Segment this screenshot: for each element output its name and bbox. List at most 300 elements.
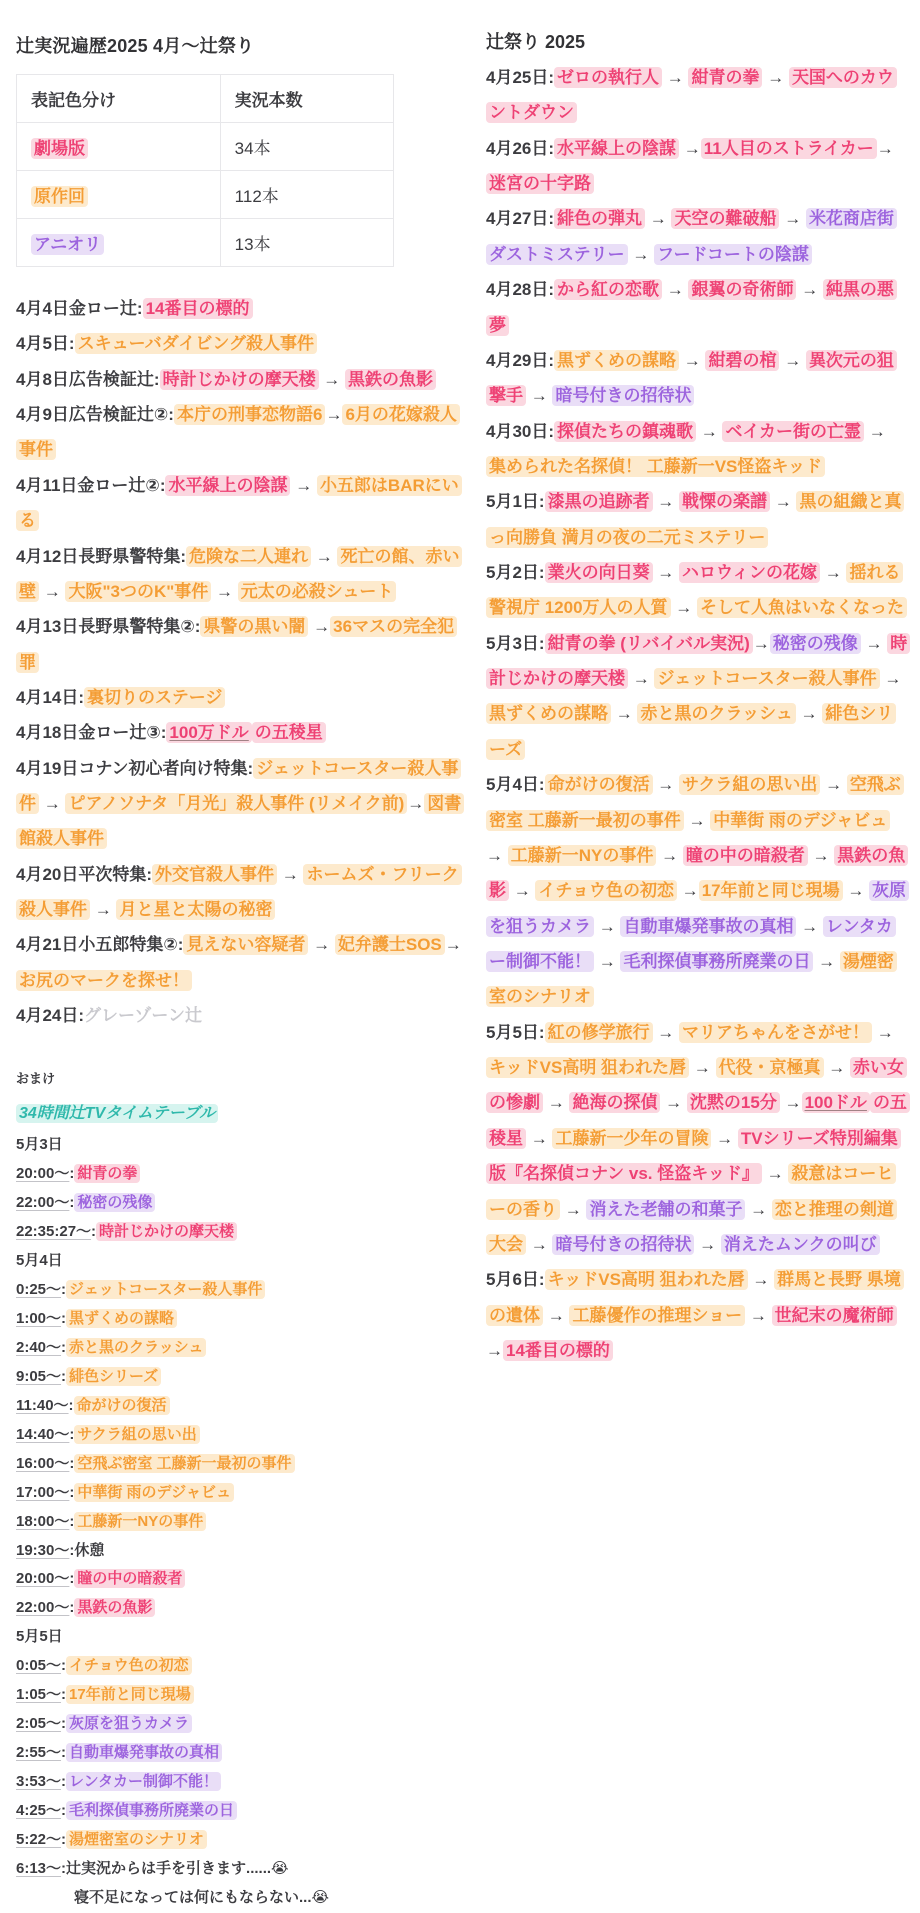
highlight-original: 大阪"3つのK"事件 [65,581,211,602]
highlight-anime-original[interactable]: レンタカー制御不能！ [486,916,896,972]
arrow-glyph: → [526,386,553,406]
highlight-original: 元太の必殺シュート [238,581,397,602]
schedule-slot [16,1797,468,1826]
highlight-original: 集められた名探偵！ 工藤新一VS怪盗キッド [486,456,825,477]
highlight-original: 群馬と長野 県境の遺体 [486,1269,904,1325]
schedule-slot [16,1479,468,1508]
right-column [482,26,908,1913]
highlight-anime-original[interactable]: 灰原を狙うカメラ [486,880,909,936]
highlight-movie: 戦慄の楽譜 [679,491,770,512]
colon: : [61,1773,67,1791]
highlight-movie: 瞳の中の暗殺者 [683,845,808,866]
highlight-purple: 毛利探偵事務所廃業の日 [66,1801,237,1820]
highlight-original: お尻のマークを探せ！ [16,970,192,991]
timetable-link[interactable]: 34時間辻TVタイムテーブル [16,1104,218,1123]
highlight-pink: 黒鉄の魚影 [74,1598,155,1617]
arrow-glyph: → [762,68,789,87]
arrow-glyph: → [652,563,680,583]
highlight-orange: 黒ずくめの謀略 [66,1309,177,1328]
arrow-glyph: → [863,421,886,441]
time-link[interactable]: 2:55〜 [16,1744,62,1762]
highlight-original: 月と星と太陽の秘密 [116,899,275,920]
time-link[interactable]: 19:30〜 [16,1541,70,1559]
arrow-glyph: → [407,794,425,814]
arrow-glyph: → [594,951,621,971]
highlight-original: イチョウ色の初恋 [535,880,677,901]
highlight-movie: 漆黒の追跡者 [545,491,653,512]
highlight-purple: レンタカー制御不能！ [66,1772,221,1791]
schedule-slot [16,1826,468,1855]
time-link[interactable]: 0:05〜 [16,1657,62,1675]
date-prefix: 4月5日: [16,334,75,354]
highlight-movie: の五稜星 [252,722,326,743]
arrow-glyph: → [509,881,536,901]
arrow-glyph: → [645,209,672,229]
highlight-original: 本庁の刑事恋物語6 [174,404,325,425]
highlight-original: 県警の黒い闇 [200,616,308,637]
highlight-movie: 11人目のストライカー [701,138,877,159]
arrow-glyph: → [779,209,806,229]
arrow-glyph: → [90,900,117,920]
arrow-glyph: → [779,1093,802,1113]
highlight-original: キッドVS高明 狙われた唇 [545,1269,748,1290]
colon: : [61,1281,67,1299]
highlight-anime-original[interactable]: 米花商店街ダストミステリー [486,208,897,264]
schedule-slot [16,1392,468,1421]
highlight-movie: 天空の難破船 [671,208,779,229]
schedule-slot [16,1565,468,1594]
time-link[interactable]: 6:13〜 [16,1859,62,1877]
highlight-original: キッドVS高明 狙われた唇 [486,1057,689,1078]
arrow-glyph: → [876,138,894,158]
highlight-anime-original[interactable]: 秘密の残像 [770,633,861,654]
time-link[interactable]: 4:25〜 [16,1801,62,1819]
highlight-original: 工藤新一少年の冒険 [552,1128,711,1149]
colon: : [69,1512,75,1530]
highlight-movie: 銀翼の奇術師 [688,279,796,300]
colon: : [91,1223,97,1241]
highlight-original: 36マスの完全犯罪 [16,616,457,672]
schedule-date-heading: 5月3日 [16,1136,63,1154]
arrow-glyph: → [543,1093,570,1113]
arrow-glyph: → [308,935,335,955]
date-prefix: 5月6日: [486,1270,545,1290]
date-prefix: 5月4日: [486,775,545,795]
arrow-glyph: → [627,244,655,264]
highlight-orange: 中華街 雨のデジャビュ [74,1483,234,1502]
arrow-glyph: → [795,704,823,724]
colon: : [69,1454,75,1472]
arrow-glyph: → [526,1128,553,1148]
entry-line [16,715,468,750]
highlight-pink: 瞳の中の暗殺者 [74,1569,185,1588]
arrow-glyph: → [796,916,823,936]
left-entry-list [16,291,468,1034]
highlight-movie[interactable]: 100万ドル [166,722,251,743]
highlight-original: 黒の組織と真っ向勝負 満月の夜の二元ミステリー [486,491,904,547]
left-column [16,26,468,1913]
colon: : [61,1310,67,1328]
highlight-original: 湯煙密室のシナリオ [486,951,897,1007]
highlight-orange: 命がけの復活 [74,1396,170,1415]
highlight-movie: 14番目の標的 [143,298,253,319]
arrow-glyph: → [761,1164,789,1184]
farewell-note [16,1855,468,1884]
highlight-original: ホームズ・フリーク殺人事件 [16,864,462,920]
arrow-glyph: → [444,935,462,955]
right-title: 辻祭り 2025 [486,32,586,52]
arrow-glyph: → [820,563,847,583]
entry-line [16,539,468,610]
highlight-anime-original[interactable]: 暗号付きの招待状 [552,1234,694,1255]
schedule-slot [16,1450,468,1479]
highlight-original: 空飛ぶ密室 工藤新一最初の事件 [486,774,904,830]
arrow-glyph: → [879,669,902,689]
arrow-glyph: → [277,864,304,884]
arrow-glyph: → [676,881,699,901]
time-link[interactable]: 16:00〜 [16,1454,70,1472]
highlight-movie[interactable]: 100ドル [802,1092,870,1113]
colon: : [69,1570,75,1588]
highlight-purple: 灰原を狙うカメラ [66,1714,192,1733]
arrow-glyph: → [662,280,689,300]
highlight-movie: 紺碧の棺 [705,350,779,371]
arrow-glyph: → [39,581,66,601]
schedule-date-heading: 5月5日 [16,1628,63,1646]
arrow-glyph: → [670,598,697,618]
highlight-movie: ベイカー街の亡霊 [722,421,864,442]
entry-line [486,484,908,555]
schedule-slot [16,1768,468,1797]
arrow-glyph: → [526,1234,553,1254]
colon: : [61,1686,67,1704]
highlight-original: 17年前と同じ現場 [699,880,843,901]
entry-line [486,555,908,626]
highlight-movie: 水平線上の陰謀 [165,475,290,496]
arrow-glyph: → [325,405,343,425]
arrow-glyph: → [807,845,835,865]
farewell-note-2 [16,1884,468,1913]
date-prefix: 4月18日金ロー辻③: [16,723,167,743]
timetable-title-line [16,1099,468,1130]
legend-label-cell [17,219,221,267]
highlight-original: 見えない容疑者 [183,934,308,955]
arrow-glyph: → [842,881,870,901]
highlight-original: 外交官殺人事件 [152,864,277,885]
highlight-original: 揺れる警視庁 1200万人の人質 [486,562,903,618]
schedule-slot [16,1421,468,1450]
legend-label-cell [17,123,221,171]
highlight-original: ジェットコースター殺人事件 [654,668,879,689]
highlight-original: 代役・京極真 [716,1057,824,1078]
colon: : [61,1657,67,1675]
arrow-glyph: → [860,633,888,653]
highlight-anime-original[interactable]: 暗号付きの招待状 [552,385,694,406]
arrow-glyph: → [770,492,797,512]
entry-line [16,468,468,539]
arrow-glyph: → [745,1305,772,1325]
highlight-original: マリアちゃんをさがせ！ [679,1022,872,1043]
highlight-purple: 秘密の残像 [74,1193,155,1212]
entry-line [16,291,468,326]
colon: : [61,1801,67,1819]
legend-count-cell: 13本 [220,219,393,267]
arrow-glyph: → [656,845,683,865]
schedule-slot [16,1276,468,1305]
date-prefix: 5月1日: [486,492,545,512]
highlight-original: 黒ずくめの謀略 [486,703,611,724]
date-prefix: 4月29日: [486,350,555,370]
entry-line [16,362,468,397]
highlight-orange: ジェットコースター殺人事件 [66,1280,265,1299]
arrow-glyph: → [308,617,331,637]
entry-line [486,201,908,272]
arrow-glyph: → [796,280,823,300]
time-link[interactable]: 1:00〜 [16,1310,62,1328]
entry-line [486,414,908,485]
time-link[interactable]: 5:22〜 [16,1830,62,1848]
entry-line [16,998,468,1033]
highlight-anime-original[interactable]: 消えた老舗の和菓子 [586,1199,745,1220]
note-text: :辻実況からは手を引きます......😭 [61,1859,289,1877]
date-prefix: 4月12日長野県警特集: [16,546,187,566]
highlight-original: 危険な二人連れ [186,546,311,567]
highlight-movie: ゼロの執行人 [554,67,662,88]
time-link[interactable]: 20:00〜 [16,1165,70,1183]
entry-line [486,60,908,131]
entry-line [16,751,468,857]
schedule-slot [16,1334,468,1363]
schedule-slot [16,1537,468,1566]
arrow-glyph: → [311,546,338,566]
entry-line [16,397,468,468]
highlight-movie: 天国へのカウントダウン [486,67,897,123]
break-label: 休憩 [74,1541,105,1559]
colon: : [61,1715,67,1733]
date-prefix: 4月20日平次特集: [16,864,153,884]
arrow-glyph: → [872,1022,894,1042]
time-link[interactable]: 20:00〜 [16,1570,70,1588]
highlight-movie: 水平線上の陰謀 [554,138,679,159]
legend-table [16,74,394,267]
highlight-original: 黒ずくめの謀略 [554,350,679,371]
entry-line [486,767,908,1015]
arrow-glyph: → [683,810,711,830]
highlight-anime-original[interactable]: 消えたムンクの叫び [721,1234,880,1255]
time-link[interactable]: 18:00〜 [16,1512,70,1530]
highlight-original: スキューバダイビング殺人事件 [75,333,317,354]
arrow-glyph: → [39,794,66,814]
arrow-glyph: → [652,1022,680,1042]
legend-chip-purple: アニオリ [31,234,104,255]
arrow-glyph: → [652,775,680,795]
schedule-slot [16,1652,468,1681]
highlight-original: 図書館殺人事件 [16,793,464,849]
highlight-orange: イチョウ色の初恋 [66,1656,192,1675]
entry-line [16,326,468,361]
arrow-glyph: → [611,704,638,724]
arrow-glyph: → [594,916,621,936]
schedule-slot [16,1160,468,1189]
highlight-movie: ハロウィンの花嫁 [679,562,820,583]
arrow-glyph: → [543,1305,570,1325]
highlight-movie: 緋色の弾丸 [554,208,645,229]
highlight-anime-original[interactable]: 毛利探偵事務所廃業の日 [620,951,813,972]
highlight-original: 妃弁護士SOS [335,934,445,955]
highlight-orange: 空飛ぶ密室 工藤新一最初の事件 [74,1454,294,1473]
time-link[interactable]: 2:40〜 [16,1338,62,1356]
right-entry-list [482,60,908,1368]
date-prefix: 4月13日長野県警特集②: [16,617,201,637]
schedule-slot [16,1710,468,1739]
highlight-original: 死亡の館、赤い壁 [16,546,462,602]
highlight-original: 赤と黒のクラッシュ [637,703,795,724]
arrow-glyph: → [679,350,706,370]
schedule-slot [16,1739,468,1768]
highlight-original: ピアノソナタ「月光」殺人事件 (リメイク前) [65,793,407,814]
date-prefix: 4月30日: [486,421,555,441]
highlight-original: 裏切りのステージ [84,687,225,708]
highlight-movie: 探偵たちの鎮魂歌 [554,421,696,442]
highlight-movie: 純黒の悪夢 [486,279,897,335]
arrow-glyph: → [679,138,701,158]
entry-line [486,1262,908,1368]
time-link[interactable]: 1:05〜 [16,1686,62,1704]
date-prefix: 4月26日: [486,138,555,158]
schedule-slot [16,1189,468,1218]
schedule-slot [16,1508,468,1537]
highlight-original: ジェットコースター殺人事件 [16,758,461,814]
entry-line [486,131,908,202]
highlight-orange: 緋色シリーズ [66,1367,161,1386]
arrow-glyph: → [318,369,346,389]
date-prefix: 4月4日金ロー辻: [16,299,143,318]
legend-chip-pink: 劇場版 [31,138,88,159]
date-prefix: 4月24日: [16,1006,85,1026]
note-text: 寝不足になっては何にもならない...😭 [74,1888,330,1906]
colon: : [61,1367,67,1385]
legend-chip-orange: 原作回 [31,186,88,207]
legend-count-cell: 112本 [220,171,393,219]
highlight-movie: の五稜星 [486,1092,910,1148]
time-link[interactable]: 0:25〜 [16,1281,62,1299]
date-prefix: 4月21日小五郎特集②: [16,935,184,955]
date-prefix: 5月5日: [486,1022,545,1042]
highlight-movie: 14番目の標的 [503,1340,613,1361]
entry-line [486,343,908,414]
omake-heading: おまけ [16,1070,56,1086]
arrow-glyph: → [820,775,847,795]
highlight-original: そして人魚はいなくなった [697,597,907,618]
schedule-slot [16,1305,468,1334]
highlight-movie: 世紀末の魔術師 [772,1305,897,1326]
highlight-movie: 紺青の拳 (リバイバル実況) [545,633,753,654]
entry-line [486,1015,908,1263]
highlight-original: 恋と推理の剣道大会 [486,1199,897,1255]
highlight-pink: 紺青の拳 [74,1164,140,1183]
arrow-glyph: → [823,1058,850,1078]
date-prefix: 4月28日: [486,280,555,300]
time-link[interactable]: 3:53〜 [16,1773,62,1791]
highlight-movie: 業火の向日葵 [545,562,653,583]
highlight-orange: 17年前と同じ現場 [66,1685,194,1704]
colon: : [69,1194,75,1212]
legend-header-color: 表記色分け [17,75,221,123]
highlight-original: 命がけの復活 [545,774,653,795]
schedule-slot [16,1363,468,1392]
highlight-movie: 赤い女の惨劇 [486,1057,907,1113]
time-link[interactable]: 22:00〜 [16,1194,70,1212]
entry-line [16,609,468,680]
entry-line [486,626,908,767]
arrow-glyph: → [560,1199,587,1219]
arrow-glyph: → [711,1128,738,1148]
colon: : [69,1599,75,1617]
highlight-movie: 異次元の狙撃手 [486,350,897,406]
colon: : [61,1744,67,1762]
colon: : [69,1425,75,1443]
arrow-glyph: → [486,1340,503,1360]
highlight-orange: 湯煙密室のシナリオ [66,1830,207,1849]
date-prefix: 4月9日広告検証辻②: [16,405,174,425]
grayzone-text: グレーゾーン辻 [84,1006,203,1026]
highlight-movie: から紅の恋歌 [554,279,662,300]
schedule-date-heading: 5月4日 [16,1252,63,1270]
arrow-glyph: → [694,1234,721,1254]
time-link[interactable]: 14:40〜 [16,1425,70,1443]
highlight-original: サクラ組の思い出 [679,774,820,795]
highlight-movie: 時計じかけの摩天楼 [160,369,319,390]
time-link[interactable]: 9:05〜 [16,1367,62,1385]
highlight-anime-original[interactable]: 自動車爆発事故の真相 [620,916,796,937]
arrow-glyph: → [486,845,508,865]
timetable [16,1099,468,1913]
time-link[interactable]: 22:00〜 [16,1599,70,1617]
time-link[interactable]: 17:00〜 [16,1483,70,1501]
time-link[interactable]: 22:35:27〜 [16,1223,92,1241]
highlight-movie: 黒鉄の魚影 [486,845,908,901]
legend-header-count: 実況本数 [220,75,393,123]
highlight-movie: 黒鉄の魚影 [345,369,436,390]
entry-line [486,272,908,343]
highlight-original: 工藤優作の推理ショー [569,1305,745,1326]
highlight-original: 工藤新一NYの事件 [508,845,657,866]
legend-count-cell: 34本 [220,123,393,171]
schedule-slot [16,1681,468,1710]
colon: : [69,1165,75,1183]
arrow-glyph: → [745,1199,772,1219]
colon: : [69,1541,75,1559]
left-title: 辻実況遍歴2025 4月～辻祭り [16,36,255,56]
highlight-anime-original[interactable]: フードコートの陰謀 [654,244,812,265]
arrow-glyph: → [813,951,840,971]
arrow-glyph: → [628,669,655,689]
highlight-movie: 絶海の探偵 [569,1092,660,1113]
colon: : [69,1483,75,1501]
colon: : [68,1396,74,1414]
highlight-orange: サクラ組の思い出 [74,1425,199,1444]
legend-row [17,123,394,171]
highlight-original: 緋色シリーズ [486,703,896,759]
highlight-original: 殺意はコーヒーの香り [486,1163,896,1219]
time-link[interactable]: 2:05〜 [16,1715,62,1733]
highlight-movie: 紺青の拳 [688,67,762,88]
time-link[interactable]: 11:40〜 [16,1396,69,1414]
date-prefix: 4月19日コナン初心者向け特集: [16,758,254,778]
schedule-slot [16,1218,468,1247]
arrow-glyph: → [290,475,317,495]
date-prefix: 5月3日: [486,633,545,653]
